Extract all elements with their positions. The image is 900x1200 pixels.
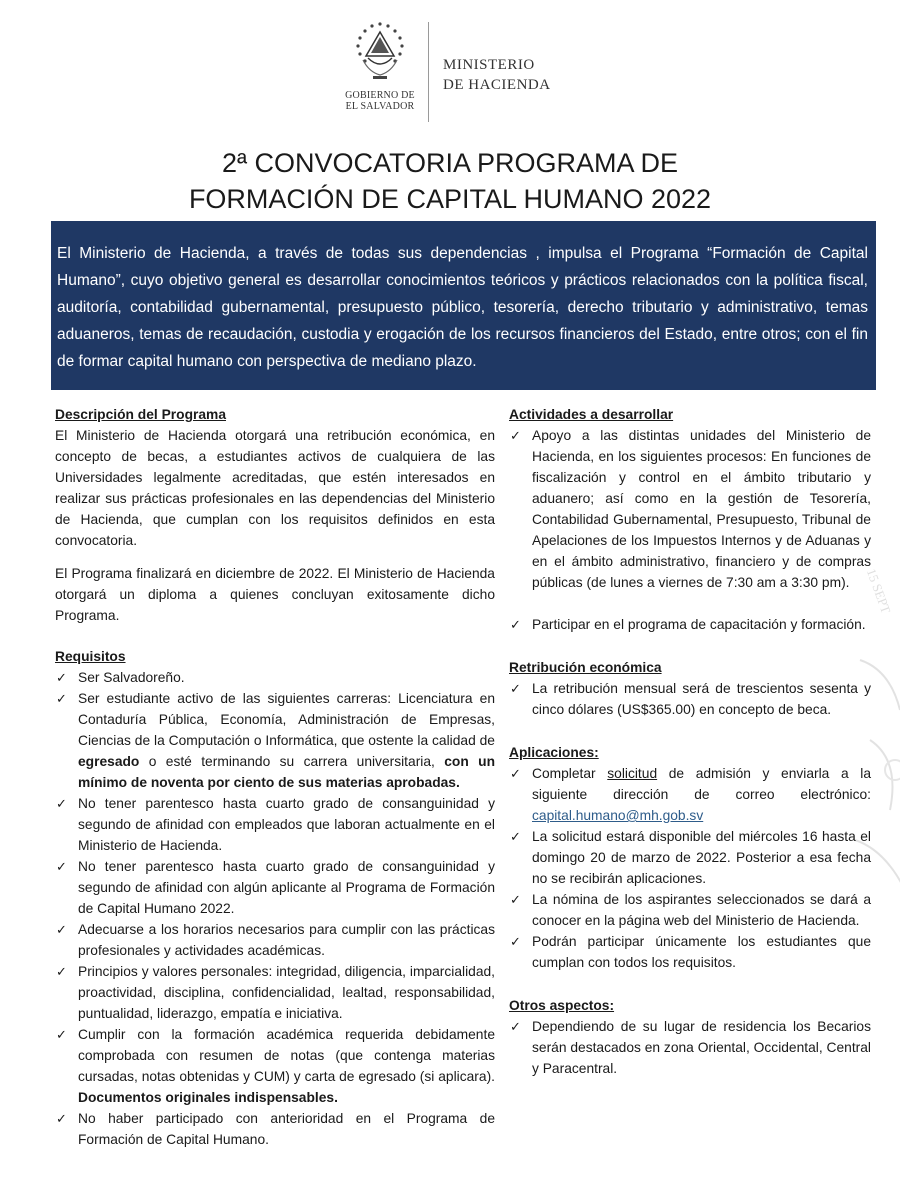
list-item (55, 793, 495, 856)
list-item (509, 678, 871, 720)
list-item (55, 667, 495, 688)
list-item (509, 614, 871, 635)
item-text-bold: Documentos originales indispensables. (78, 1090, 338, 1105)
retribucion-title: Retribución económica (509, 660, 662, 675)
item-text: No tener parentesco hasta cuarto grado de consanguinidad y segundo de afinidad con algún aplicante al Programa de Formación de Capital Humano 2022. (78, 859, 495, 916)
item-text: No haber participado con anterioridad en el Programa de Formación de Capital Humano. (78, 1111, 495, 1147)
item-text: Dependiendo de su lugar de residencia los Becarios serán destacados en zona Oriental, Occidental, Central y Paracentral. (532, 1019, 871, 1076)
ministry-line-2: DE HACIENDA (443, 77, 551, 93)
descripcion-title: Descripción del Programa (55, 407, 226, 422)
otros-list (509, 1016, 871, 1079)
email-link[interactable]: capital.humano@mh.gob.sv (532, 808, 704, 823)
watermark-text: 15 SEPT (863, 566, 894, 616)
check-icon: ✓ (56, 1027, 67, 1042)
item-text: Apoyo a las distintas unidades del Ministerio de Hacienda, en los siguientes procesos: En funciones de fiscalización y control en el ámbito tributario y aduanero; así como en la gestión de Tesorería, Contabilidad Gubernamental, Presupuesto, Tribunal de Apelaciones de los Impuestos Internos y de Aduanas y en el ámbito administrativo, financiero y de compras públicas (de lunes a viernes de 7:30 am a 3:30 pm). (532, 428, 871, 590)
seal-line-1: GOBIERNO DE (345, 90, 415, 101)
item-text: La retribución mensual será de trescientos sesenta y cinco dólares (US$365.00) en concepto de beca. (532, 681, 871, 717)
list-item (55, 856, 495, 919)
list-item (509, 425, 871, 593)
list-item (509, 931, 871, 973)
government-seal (340, 20, 420, 120)
check-icon: ✓ (56, 796, 67, 811)
descripcion-paragraph-2: El Programa finalizará en diciembre de 2022. El Ministerio de Hacienda otorgará un diploma a quienes concluyan exitosamente dicho Programa. (55, 566, 495, 623)
check-icon: ✓ (510, 617, 521, 632)
document-header (0, 0, 900, 130)
solicitud-link[interactable]: solicitud (607, 766, 658, 781)
item-text: No tener parentesco hasta cuarto grado de consanguinidad y segundo de afinidad con empleados que laboran actualmente en el Ministerio de Hacienda. (78, 796, 495, 853)
item-text: Completar (532, 766, 608, 781)
check-icon: ✓ (510, 766, 521, 781)
list-item (509, 889, 871, 931)
list-item (509, 826, 871, 889)
check-icon: ✓ (56, 964, 67, 979)
item-text: La nómina de los aspirantes seleccionados se dará a conocer en la página web del Ministerio de Hacienda. (532, 892, 871, 928)
check-icon: ✓ (56, 1111, 67, 1126)
check-icon: ✓ (510, 892, 521, 907)
check-icon: ✓ (510, 1019, 521, 1034)
check-icon: ✓ (510, 934, 521, 949)
right-column (509, 404, 871, 1079)
title-line-2: FORMACIÓN DE CAPITAL HUMANO 2022 (188, 184, 712, 214)
title-line-1: 2ª CONVOCATORIA PROGRAMA DE (221, 148, 679, 178)
ministry-name (443, 55, 551, 95)
list-item (55, 961, 495, 1024)
item-text-bold: egresado (78, 754, 140, 769)
item-text: Ser estudiante activo de las siguientes carreras: Licenciatura en Contaduría Pública, Economía, Administración de Empresas, Ciencias de la Computación o Informática, que ostente la calidad de (78, 691, 495, 748)
list-item (509, 1016, 871, 1079)
watermark-seal-icon (850, 520, 900, 920)
item-text: Participar en el programa de capacitación y formación. (532, 617, 866, 632)
item-text: Adecuarse a los horarios necesarios para cumplir con las prácticas profesionales y actividades académicas. (78, 922, 495, 958)
check-icon: ✓ (56, 859, 67, 874)
page-title (0, 145, 900, 217)
requisitos-list (55, 667, 495, 1150)
item-text: Podrán participar únicamente los estudiantes que cumplan con todos los requisitos. (532, 934, 871, 970)
check-icon: ✓ (56, 922, 67, 937)
item-text-bold: con un mínimo de noventa por ciento de sus materias aprobadas. (78, 754, 495, 790)
coat-of-arms-icon (351, 20, 409, 88)
list-item (55, 1108, 495, 1150)
otros-title: Otros aspectos: (509, 998, 615, 1013)
item-text: Principios y valores personales: integridad, diligencia, imparcialidad, proactividad, disciplina, confidencialidad, lealtad, responsabilidad, puntualidad, liderazgo, empatía e iniciativa. (78, 964, 495, 1021)
header-divider (428, 22, 429, 122)
actividades-title: Actividades a desarrollar (509, 407, 674, 422)
list-item (55, 1024, 495, 1108)
descripcion-paragraph-1: El Ministerio de Hacienda otorgará una retribución económica, en concepto de becas, a estudiantes activos de cualquiera de las Universidades legalmente acreditadas, que estén interesados en realizar sus prácticas profesionales en las dependencias del Ministerio de Hacienda, que cumplan con los requisitos definidos en esta convocatoria. (55, 428, 495, 548)
seal-line-2: EL SALVADOR (345, 101, 415, 112)
list-item (509, 763, 871, 826)
item-text: o esté terminando su carrera universitaria, (139, 754, 445, 769)
check-icon: ✓ (56, 670, 67, 685)
requisitos-title: Requisitos (55, 649, 126, 664)
check-icon: ✓ (510, 681, 521, 696)
item-text: La solicitud estará disponible del miércoles 16 hasta el domingo 20 de marzo de 2022. Posterior a esa fecha no se recibirán aplicaciones. (532, 829, 871, 886)
retribucion-list (509, 678, 871, 720)
item-text: de admisión y enviarla a la siguiente dirección de correo electrónico: (532, 766, 871, 802)
list-item (55, 688, 495, 793)
aplicaciones-title: Aplicaciones: (509, 745, 599, 760)
list-item (55, 919, 495, 961)
item-text: Cumplir con la formación académica requerida debidamente comprobada con resumen de notas (que contenga materias cursadas, notas obtenidas y CUM) y carta de egresado (si aplicara). (78, 1027, 495, 1084)
aplicaciones-list (509, 763, 871, 973)
intro-box: El Ministerio de Hacienda, a través de todas sus dependencias , impulsa el Programa “Formación de Capital Humano”, cuyo objetivo general es desarrollar conocimientos teóricos y prácticos relacionados con la política fiscal, auditoría, contabilidad gubernamental, presupuesto público, tesorería, derecho tributario y administrativo, temas aduaneros, temas de recaudación, custodia y erogación de los recursos financieros del Estado, entre otros; con el fin de formar capital humano con perspectiva de mediano plazo. (51, 221, 876, 390)
check-icon: ✓ (510, 829, 521, 844)
item-text: Ser Salvadoreño. (78, 670, 185, 685)
check-icon: ✓ (56, 691, 67, 706)
left-column (55, 404, 495, 1150)
ministry-line-1: MINISTERIO (443, 57, 535, 73)
seal-caption (340, 90, 420, 112)
check-icon: ✓ (510, 428, 521, 443)
actividades-list (509, 425, 871, 635)
